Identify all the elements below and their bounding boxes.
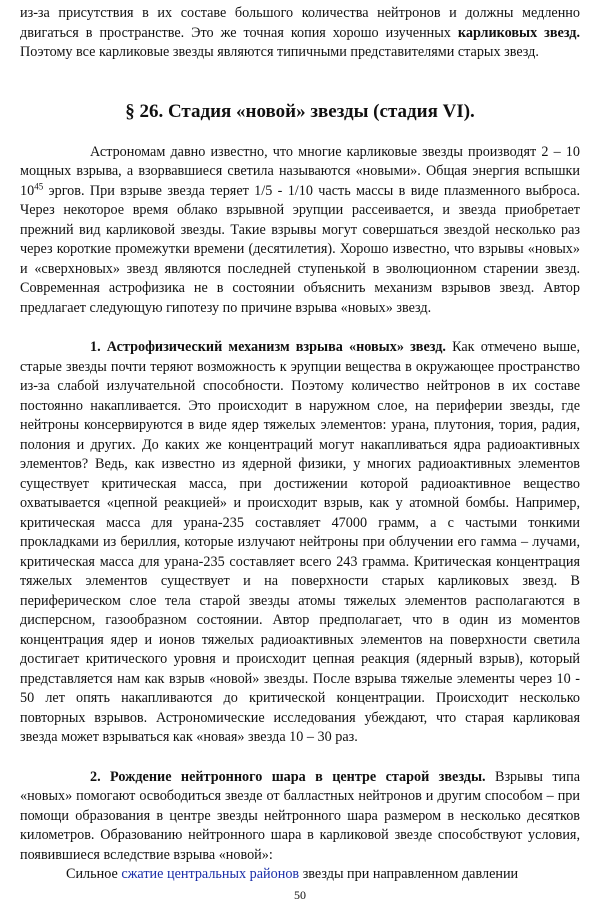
intro-paragraph bbox=[20, 4, 580, 63]
p1-text-1: Астрономам давно известно, что многие карликовые звезды производят 2 – 10 мощных взрыва, а взорвавшиеся светила называются «новыми». Общая энергия вспышки 10 bbox=[20, 143, 580, 199]
subsection-1-paragraph bbox=[20, 338, 580, 748]
subsection-2-paragraph bbox=[20, 768, 580, 866]
intro-text-1: из-за присутствия в их составе большого количества нейтронов и должны медленно двигаться в пространстве. Это же точная копия хорошо изученных bbox=[20, 5, 580, 41]
subsection-2-title: 2. Рождение нейтронного шара в центре старой звезды. bbox=[90, 768, 486, 785]
section-paragraph-1 bbox=[20, 143, 580, 319]
intro-text-2: Поэтому все карликовые звезды являются типичными представителями старых звезд. bbox=[20, 44, 539, 60]
p1-exponent: 45 bbox=[34, 180, 44, 191]
spacer bbox=[20, 318, 580, 338]
section-heading: § 26. Стадия «новой» звезды (стадия VI). bbox=[125, 100, 475, 122]
subsection-2-text: Взрывы типа «новых» помогают освободиться звезде от балластных нейтронов и другим способом – при помощи образования в центре звезды нейтронного шара размером в несколько десятков километров. Образованию нейтронного шара в карликовой звезде способствуют условия, появившиеся вследствие взрыва «новой»: bbox=[20, 768, 580, 863]
intro-bold-term: карликовых звезд. bbox=[457, 24, 580, 41]
page-number: 50 bbox=[294, 888, 306, 902]
p1-text-2: эргов. При взрыве звезда теряет 1/5 - 1/10 часть массы в виде плазменного выброса. Через некоторое время облако взрывной эрупции рассеивается, и звезда приобретает прежний вид карликовой звезды. Такие взрывы могут совершаться звездой несколько раз через короткие промежутки времени (десятилетия). Хорошо известно, что взрывы «новых» и «сверхновых» звезд являются последней ступенькой в эволюционном старении звезд. Современная астрофизика не в состоянии объяснить механизм взрывов звезд. Автор предлагает следующую гипотезу по причине взрыва «новых» звезд. bbox=[20, 182, 580, 316]
spacer bbox=[20, 748, 580, 768]
last-line-text-2: звезды при направленном давлении bbox=[299, 866, 519, 882]
subsection-1-title: 1. Астрофизический механизм взрыва «новых» звезд. bbox=[90, 339, 446, 355]
last-line-text-1: Сильное bbox=[66, 866, 122, 882]
last-line-paragraph bbox=[20, 865, 580, 885]
subsection-1-text: Как отмечено выше, старые звезды почти теряют возможность к эрупции вещества в окружающее пространство из-за слабой излучательной способности. Поэтому количество нейтронов в их составе постоянно накапливается. Это происходит в наружном слое, на периферии звезды, где нейтроны консервируются в виде ядер тяжелых элементов: урана, плутония, тория, радия, полония и других. До каких же концентраций могут накапливаться ядра радиоактивных элементов? Ведь, как известно из ядерной физики, у многих радиоактивных элементов существует критическая масса, при достижении которой радиоактивное вещество охватывается «цепной реакцией» и происходит взрыв, как у атомной бомбы. Например, критическая масса для урана-235 составляет 47000 грамм, а с частыми тонкими прокладками из бериллия, которые излучают нейтроны при облучении его гамма – лучами, критическая масса для урана-235 составляет всего 243 грамма. Критическая концентрация тяжелых элементов существует и на поверхности старых карликовых звезд. В периферическом слое тела старой звезды атомы тяжелых элементов располагаются в дисперсном, газообразном состоянии. Автор предполагает, что в один из моментов концентрация ядер и ионов тяжелых радиоактивных элементов на поверхности светила достигает критического уровня и происходит цепная реакция (ядерный взрыв), который представляется нам как взрыв «новой» звезды. После взрыва тяжелые элементы через 10 - 50 лет опять накапливаются до критической концентрации. Происходит несколько повторных взрывов. Астрономические исследования убеждают, что старая карликовая звезда может взрываться как «новая» звезда 10 – 30 раз. bbox=[20, 339, 580, 745]
central-regions-link[interactable]: сжатие центральных районов bbox=[121, 866, 300, 882]
